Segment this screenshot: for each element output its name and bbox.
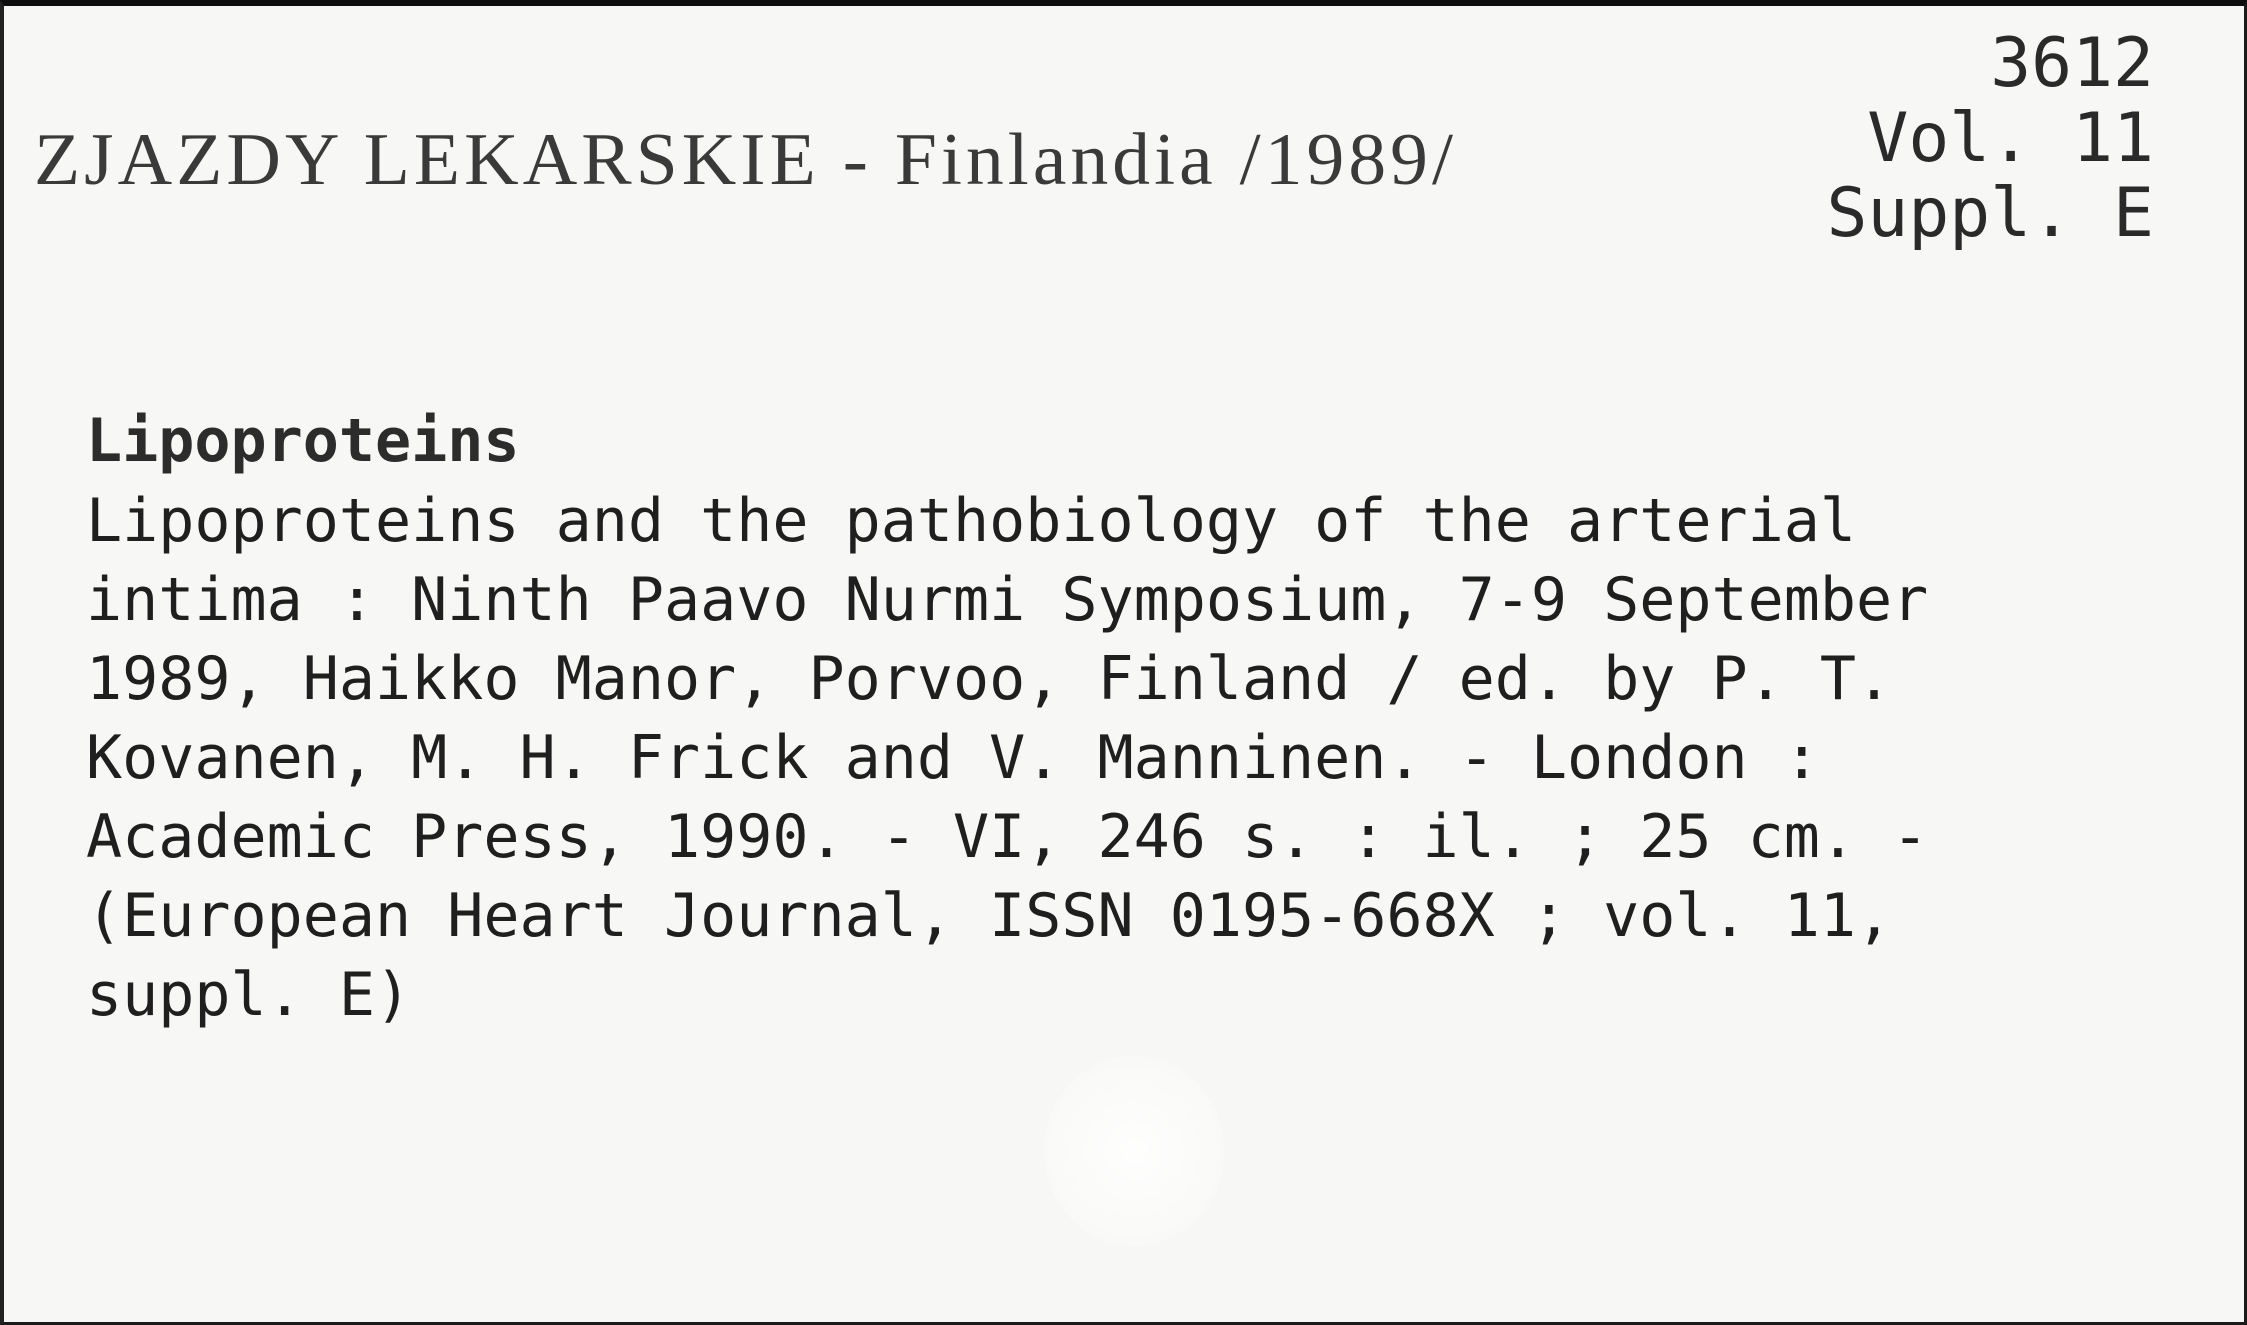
paper-smudge [1044, 1056, 1224, 1246]
subject-heading: Lipoproteins [86, 406, 520, 476]
call-number-line-2: Vol. 11 [1867, 99, 2154, 178]
bibliographic-description [86, 482, 2206, 1035]
description-line: Kovanen, M. H. Frick and V. Manninen. - London : [86, 723, 1820, 793]
description-line: Academic Press, 1990. - VI, 246 s. : il. ; 25 cm. - [86, 802, 1929, 872]
description-line: (European Heart Journal, ISSN 0195-668X ; vol. 11, [86, 881, 1893, 951]
description-line: intima : Ninth Paavo Nurmi Symposium, 7-9 September [86, 565, 1929, 635]
description-line: suppl. E) [86, 960, 412, 1030]
call-number-line-1: 3612 [1990, 24, 2154, 103]
card-heading: ZJAZDY LEKARSKIE - Finlandia /1989/ [34, 119, 1458, 201]
call-number-line-3: Suppl. E [1826, 174, 2154, 253]
call-number [1826, 26, 2154, 251]
description-line: 1989, Haikko Manor, Porvoo, Finland / ed. by P. T. [86, 644, 1893, 714]
description-line: Lipoproteins and the pathobiology of the arterial [86, 486, 1857, 556]
